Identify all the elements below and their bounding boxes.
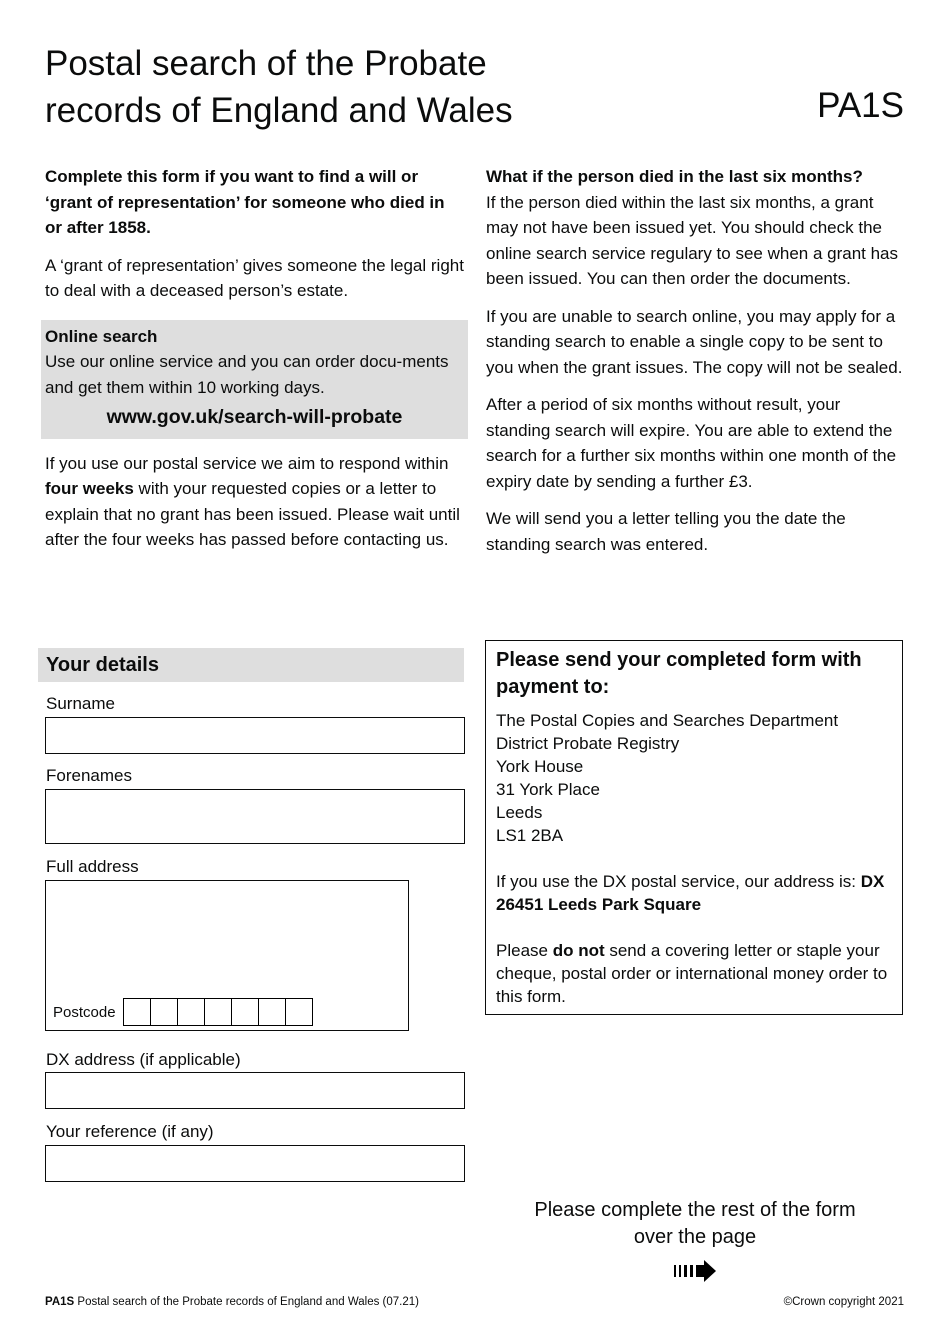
intro-text: A ‘grant of representation’ gives someone the legal right to deal with a deceased person’s estate. bbox=[45, 255, 464, 300]
online-search-link[interactable]: www.gov.uk/search-will-probate bbox=[106, 406, 403, 428]
send-note: Please do not send a covering letter or staple your cheque, postal order or international money order to this form. bbox=[496, 941, 888, 1006]
footer-left: PA1S Postal search of the Probate records of England and Wales (07.21) bbox=[45, 1296, 419, 1308]
page-title: Postal search of the Probate records of England and Wales bbox=[45, 44, 513, 130]
address-label: Full address bbox=[46, 857, 139, 876]
six-months-p3: After a period of six months without result, your standing search will expire. You are able to extend the search for a further six months within one month of the expiry date by sending a further £3. bbox=[486, 395, 897, 491]
left-column bbox=[41, 164, 468, 553]
online-text: Use our online service and you can order docu-ments and get them within 10 working days. bbox=[45, 352, 449, 397]
online-search-box bbox=[41, 320, 468, 439]
send-heading: Please send your completed form with payment to: bbox=[496, 649, 862, 698]
postal-info: If you use our postal service we aim to respond within four weeks with your requested copies or a letter to explain that no grant has been issued. Please wait until after the four weeks has passed before contacting us. bbox=[45, 453, 460, 549]
reference-label: Your reference (if any) bbox=[46, 1122, 214, 1141]
six-months-p1: If the person died within the last six months, a grant may not have been issued yet. You should check the online search service regulary to see when a grant has been issued. You can then order the documents. bbox=[486, 192, 899, 288]
dx-label: DX address (if applicable) bbox=[46, 1050, 241, 1069]
address-input[interactable] bbox=[45, 880, 409, 1031]
intro-bold: Complete this form if you want to find a will or ‘grant of representation’ for someone who died in or after 1858. bbox=[45, 167, 445, 237]
footer-copyright: ©Crown copyright 2021 bbox=[783, 1296, 904, 1308]
forenames-input[interactable] bbox=[45, 789, 465, 844]
form-code: PA1S bbox=[817, 86, 904, 125]
send-address: The Postal Copies and Searches Department District Probate Registry York House 31 York Place Leeds LS1 2BA bbox=[496, 711, 839, 845]
your-details-heading: Your details bbox=[38, 648, 464, 682]
right-column bbox=[486, 164, 906, 557]
postcode-label: Postcode bbox=[53, 1003, 116, 1021]
surname-label: Surname bbox=[46, 694, 115, 713]
reference-input[interactable] bbox=[45, 1145, 465, 1182]
arrow-right-icon bbox=[672, 1259, 718, 1283]
dx-info: If you use the DX postal service, our address is: DX 26451 Leeds Park Square bbox=[496, 872, 885, 914]
online-heading: Online search bbox=[45, 326, 158, 346]
surname-input[interactable] bbox=[45, 717, 465, 754]
postcode-input[interactable] bbox=[124, 998, 313, 1026]
six-months-p4: We will send you a letter telling you the date the standing search was entered. bbox=[486, 509, 846, 554]
six-months-p2: If you are unable to search online, you may apply for a standing search to enable a single copy to be sent to you when the grant issues. The copy will not be sealed. bbox=[486, 306, 903, 377]
dx-input[interactable] bbox=[45, 1072, 465, 1109]
forenames-label: Forenames bbox=[46, 766, 132, 785]
send-to-box bbox=[485, 640, 903, 1015]
six-months-heading: What if the person died in the last six months? bbox=[486, 167, 863, 186]
continue-note: Please complete the rest of the form over the page bbox=[534, 1199, 856, 1248]
